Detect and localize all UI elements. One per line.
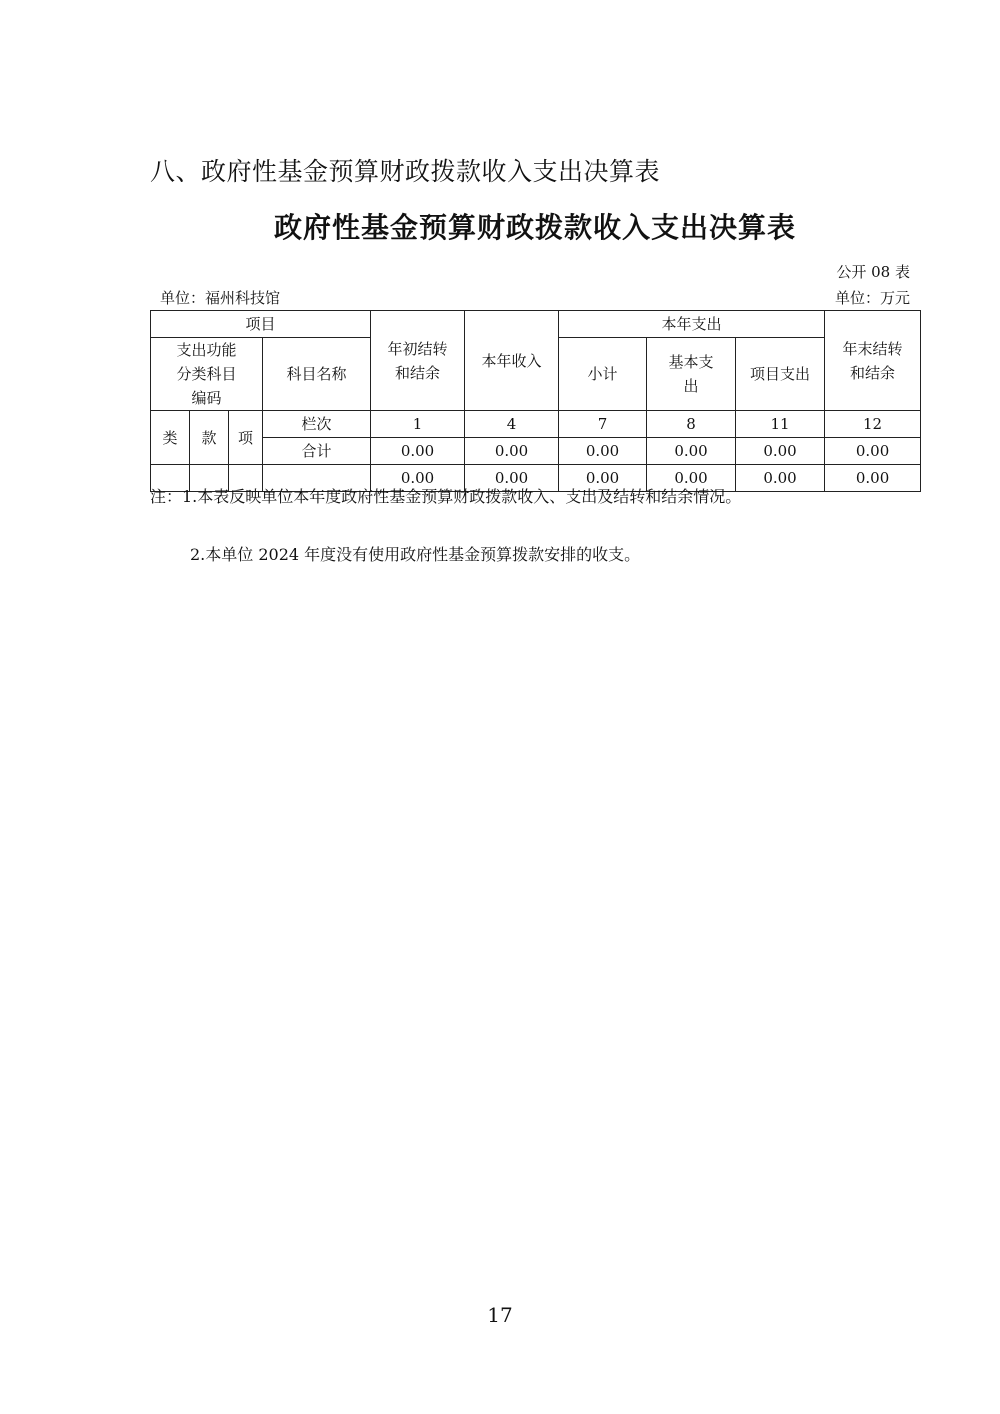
page-number: 17 — [487, 1303, 513, 1327]
total-cell: 0.00 — [736, 438, 825, 465]
section-heading: 八、政府性基金预算财政拨款收入支出决算表 — [150, 157, 661, 186]
header-func-code — [151, 338, 263, 411]
total-cell: 0.00 — [559, 438, 647, 465]
header-item: 项目 — [151, 311, 371, 338]
header-end-balance-label: 年末结转和结余 — [842, 339, 903, 382]
header-lei: 类 — [151, 411, 190, 465]
header-begin-balance-label: 年初结转和结余 — [387, 339, 448, 382]
column-number-cell: 8 — [647, 411, 736, 438]
column-number-cell: 4 — [465, 411, 559, 438]
header-basic-expense — [647, 338, 736, 411]
header-project-expense: 项目支出 — [736, 338, 825, 411]
total-cell: 0.00 — [371, 438, 465, 465]
row-cell: 0.00 — [647, 465, 736, 492]
total-cell: 0.00 — [647, 438, 736, 465]
currency-unit: 单位：万元 — [834, 289, 910, 307]
header-basic-expense-label: 基本支出 — [668, 353, 714, 395]
column-number-cell: 7 — [559, 411, 647, 438]
table-code: 公开 08 表 — [836, 263, 910, 281]
total-cell: 0.00 — [465, 438, 559, 465]
header-end-balance — [825, 311, 921, 411]
fund-budget-table — [150, 310, 921, 492]
row-cell: 0.00 — [736, 465, 825, 492]
header-xiang: 项 — [229, 411, 263, 465]
total-row — [151, 438, 921, 465]
note-2: 2.本单位 2024 年度没有使用政府性基金预算拨款安排的收支。 — [190, 545, 641, 564]
total-label: 合计 — [263, 438, 371, 465]
row-cell: 0.00 — [465, 465, 559, 492]
header-subtotal: 小计 — [559, 338, 647, 411]
row-cell: 0.00 — [825, 465, 921, 492]
header-expense: 本年支出 — [559, 311, 825, 338]
row-cell: 0.00 — [371, 465, 465, 492]
header-func-code-label: 支出功能分类科目编码 — [176, 341, 237, 407]
column-number-cell: 11 — [736, 411, 825, 438]
reporting-unit: 单位：福州科技馆 — [160, 289, 281, 307]
header-income: 本年收入 — [465, 311, 559, 411]
column-number-cell: 1 — [371, 411, 465, 438]
total-cell: 0.00 — [825, 438, 921, 465]
column-number-label: 栏次 — [263, 411, 371, 438]
header-kuan: 款 — [190, 411, 229, 465]
note-1: 注：1.本表反映单位本年度政府性基金预算财政拨款收入、支出及结转和结余情况。 — [150, 487, 742, 506]
header-begin-balance — [371, 311, 465, 411]
header-subject-name: 科目名称 — [263, 338, 371, 411]
table-title: 政府性基金预算财政拨款收入支出决算表 — [273, 211, 796, 244]
column-number-cell: 12 — [825, 411, 921, 438]
row-cell: 0.00 — [559, 465, 647, 492]
